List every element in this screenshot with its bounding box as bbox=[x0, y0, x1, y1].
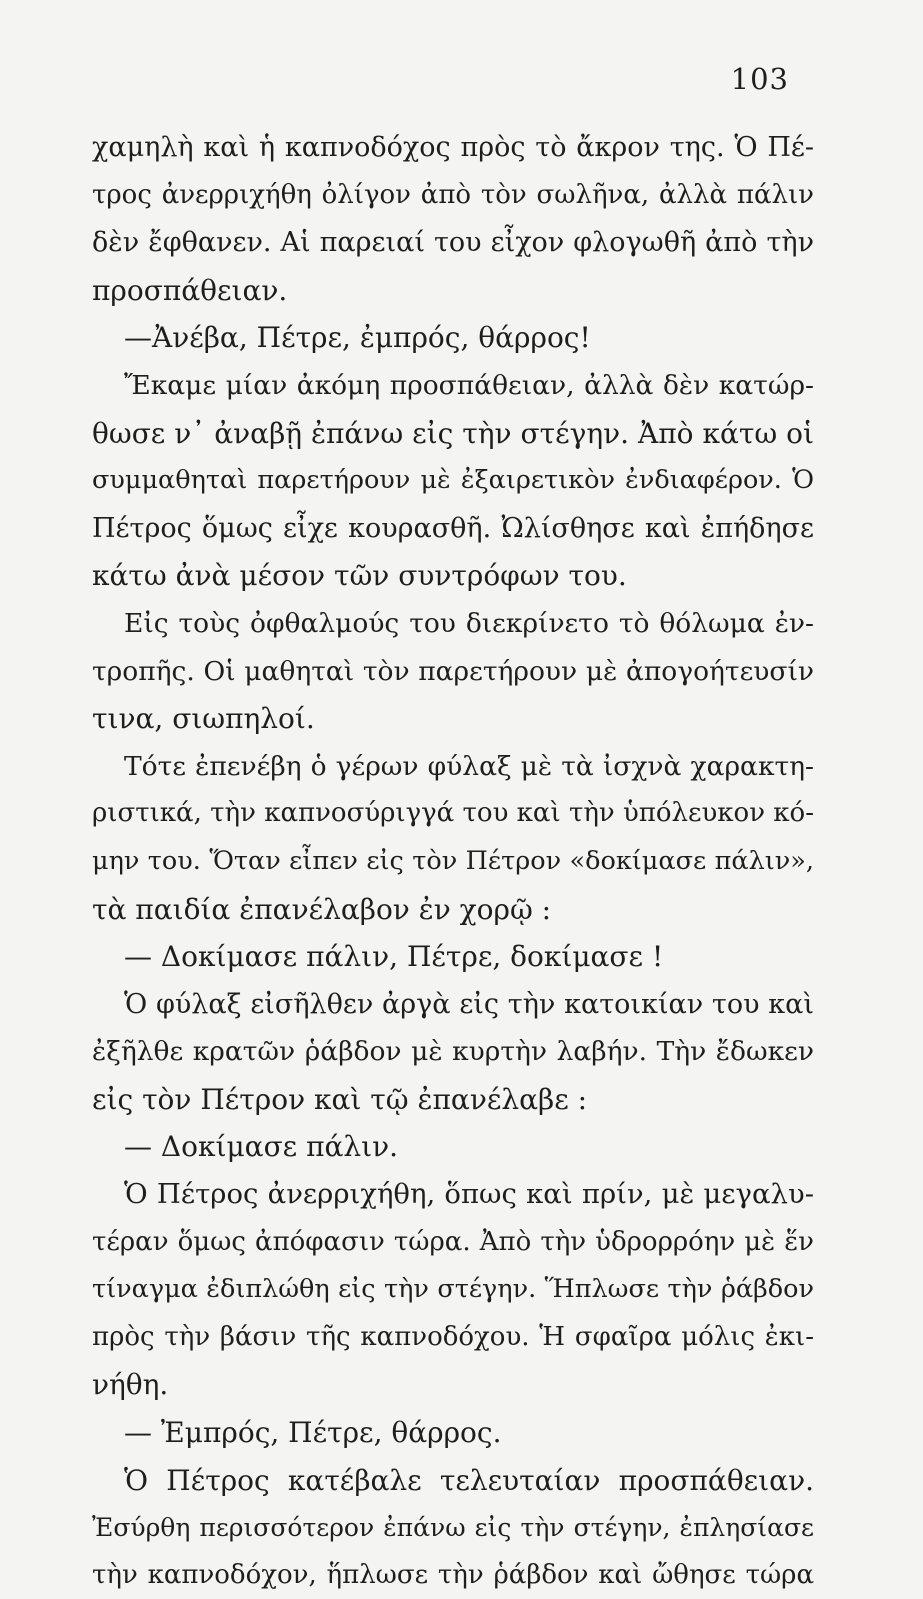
text-line: τινα, σιωπηλοί. bbox=[92, 702, 315, 736]
text-line: Ἐσύρθη περισσότερον ἐπάνω εἰς τὴν στέγην, ἐπλησίασε bbox=[92, 1513, 814, 1543]
text-line: συμμαθηταὶ παρετήρουν μὲ ἐξαιρετικὸν ἐνδιαφέρον. Ὁ bbox=[92, 465, 814, 496]
text-line: ριστικά, τὴν καπνοσύριγγά του καὶ τὴν ὑπόλευκον κό- bbox=[92, 798, 814, 829]
text-line: εἰς τὸν Πέτρον καὶ τῷ ἐπανέλαβε : bbox=[92, 1082, 588, 1116]
text-line: τρος ἀνερριχήθη ὀλίγον ἀπὸ τὸν σωλῆνα, ἀλλὰ πάλιν bbox=[92, 179, 814, 210]
text-line: χαμηλὴ καὶ ἡ καπνοδόχος πρὸς τὸ ἄκρον της. Ὁ Πέ- bbox=[92, 132, 814, 163]
text-line: νήθη. bbox=[92, 1368, 169, 1402]
text-line: Ὁ Πέτρος κατέβαλε τελευταίαν προσπάθειαν. bbox=[124, 1463, 814, 1497]
text-line: — Δοκίμασε πάλιν, Πέτρε, δοκίμασε ! bbox=[124, 940, 664, 974]
text-line: Πέτρος ὅμως εἶχε κουρασθῆ. Ὠλίσθησε καὶ ἐπήδησε bbox=[92, 512, 814, 544]
text-line: τὰ παιδία ἐπανέλαβον ἐν χορῷ : bbox=[92, 892, 552, 926]
page-number: 103 bbox=[730, 62, 789, 96]
text-line: Ἔκαμε μίαν ἀκόμη προσπάθειαν, ἀλλὰ δὲν κατώρ- bbox=[124, 369, 814, 401]
text-line: Ὁ φύλαξ εἰσῆλθεν ἀργὰ εἰς τὴν κατοικίαν του καὶ bbox=[124, 988, 814, 1020]
body-text bbox=[92, 124, 814, 1599]
text-line: θωσε ν᾽ ἀναβῇ ἐπάνω εἰς τὴν στέγην. Ἀπὸ κάτω οἱ bbox=[92, 416, 814, 450]
text-line: τροπῆς. Οἱ μαθηταὶ τὸν παρετήρουν μὲ ἀπογοήτευσίν bbox=[92, 655, 814, 687]
text-line: τὴν καπνοδόχον, ἥπλωσε τὴν ῥάβδον καὶ ὤθησε τώρα bbox=[92, 1559, 814, 1590]
text-line: ἐξῆλθε κρατῶν ῥάβδον μὲ κυρτὴν λαβήν. Τὴν ἔδωκεν bbox=[92, 1036, 814, 1068]
text-line: τίναγμα ἐδιπλώθη εἰς τὴν στέγην. Ἥπλωσε τὴν ῥάβδον bbox=[92, 1274, 814, 1305]
text-line: πρὸς τὴν βάσιν τῆς καπνοδόχου. Ἡ σφαῖρα μόλις ἐκι- bbox=[92, 1321, 814, 1352]
text-line: κάτω ἀνὰ μέσον τῶν συντρόφων του. bbox=[92, 559, 627, 593]
text-line: — Δοκίμασε πάλιν. bbox=[124, 1130, 399, 1164]
text-line: μην του. Ὅταν εἶπεν εἰς τὸν Πέτρον «δοκίμασε πάλιν», bbox=[92, 845, 814, 876]
text-line: Εἰς τοὺς ὀφθαλμούς του διεκρίνετο τὸ θόλωμα ἐν- bbox=[124, 607, 814, 639]
text-line: —Ἀνέβα, Πέτρε, ἐμπρός, θάρρος! bbox=[124, 321, 591, 355]
text-line: δὲν ἔφθανεν. Αἱ παρειαί του εἶχον φλογωθῆ ἀπὸ τὴν bbox=[92, 227, 814, 259]
text-line: Τότε ἐπενέβη ὁ γέρων φύλαξ μὲ τὰ ἰσχνὰ χαρακτη- bbox=[124, 750, 814, 782]
text-line: τέραν ὅμως ἀπόφασιν τώρα. Ἀπὸ τὴν ὑδρορρόην μὲ ἕν bbox=[92, 1226, 814, 1257]
text-line: — Ἐμπρός, Πέτρε, θάρρος. bbox=[124, 1416, 502, 1450]
text-line: Ὁ Πέτρος ἀνερριχήθη, ὅπως καὶ πρίν, μὲ μεγαλυ- bbox=[124, 1178, 814, 1211]
text-line: προσπάθειαν. bbox=[92, 273, 288, 307]
